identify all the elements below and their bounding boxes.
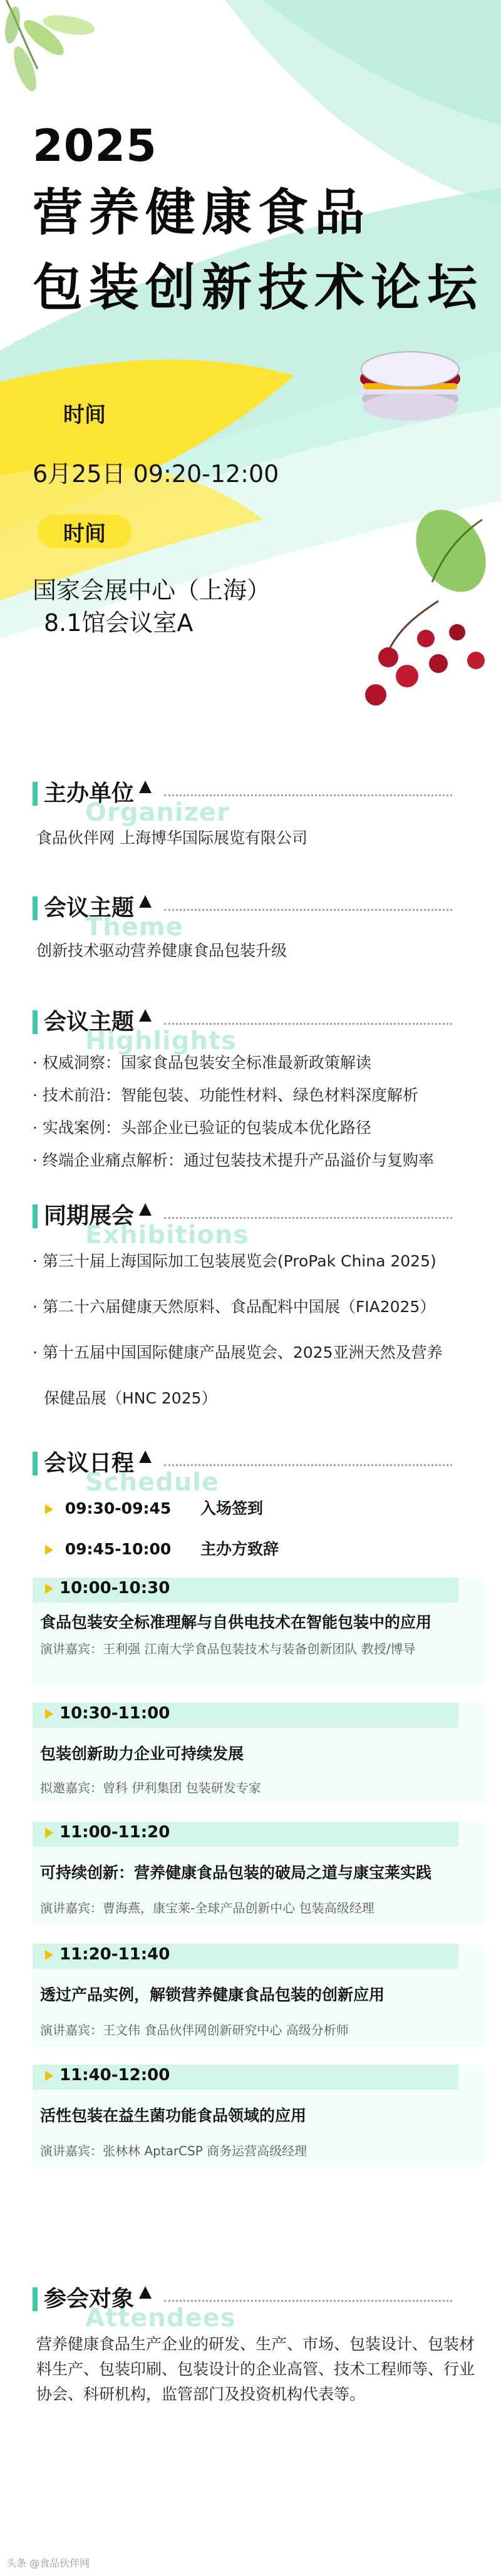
session-time: 11:40-12:00 — [45, 2066, 170, 2085]
schedule-label: 主办方致辞 — [200, 1540, 279, 1558]
section-header-theme — [33, 888, 483, 942]
organizer-content: 食品伙伴网 上海博华国际展览有限公司 — [36, 829, 307, 847]
watermark: 头条 @食品伙伴网 — [6, 2557, 90, 2569]
dotted-divider — [164, 2300, 452, 2302]
dotted-divider — [164, 909, 452, 911]
section-en-title: Highlights — [85, 1027, 237, 1055]
section-marker — [33, 1010, 38, 1034]
triangle-icon — [139, 1450, 152, 1463]
theme-content: 创新技术驱动营养健康食品包装升级 — [36, 942, 287, 960]
triangle-bullet-icon — [45, 2071, 53, 2081]
section-header-schedule — [33, 1443, 483, 1497]
section-title: 会议日程 — [44, 1450, 135, 1476]
section-en-title: Organizer — [85, 798, 230, 827]
highlight-item: · 技术前沿：智能包装、功能性材料、绿色材料深度解析 — [33, 1086, 418, 1104]
time-value: 6月25日 09:20-12:00 — [33, 460, 279, 488]
exhibition-item-cont: 保健品展（HNC 2025） — [44, 1389, 217, 1407]
session-title: 活性包装在益生菌功能食品领域的应用 — [40, 2106, 307, 2125]
macaron-icon — [360, 352, 460, 421]
schedule-simple-row — [45, 1496, 263, 1521]
highlight-item: · 实战案例：头部企业已验证的包装成本优化路径 — [33, 1119, 371, 1137]
section-header-organizer — [33, 773, 483, 827]
session-title: 可持续创新：营养健康食品包装的破局之道与康宝莱实践 — [40, 1864, 432, 1882]
place-line2: 8.1馆会议室A — [44, 609, 194, 637]
dotted-divider — [164, 1217, 452, 1219]
session-card — [33, 1944, 483, 2047]
triangle-icon — [139, 781, 152, 793]
highlight-item: · 终端企业痛点解析：通过包装技术提升产品溢价与复购率 — [33, 1151, 434, 1169]
section-header-highlights — [33, 1002, 483, 1055]
session-time: 11:00-11:20 — [45, 1823, 170, 1842]
section-title: 同期展会 — [44, 1203, 135, 1229]
dotted-divider — [164, 794, 452, 796]
triangle-bullet-icon — [45, 1828, 53, 1838]
leaf-branch-icon — [3, 0, 96, 94]
session-card — [33, 1578, 483, 1687]
place-label-pill: 时间 — [38, 515, 132, 548]
section-title: 主办单位 — [44, 781, 135, 806]
triangle-bullet-icon — [45, 1545, 53, 1555]
section-en-title: Theme — [85, 913, 183, 942]
section-en-title: Exhibitions — [85, 1221, 249, 1250]
triangle-bullet-icon — [45, 1584, 53, 1594]
triangle-bullet-icon — [45, 1709, 53, 1719]
hero-title-line2: 包装创新技术论坛 — [33, 259, 483, 317]
triangle-icon — [139, 2286, 152, 2299]
triangle-icon — [139, 1203, 152, 1216]
triangle-bullet-icon — [45, 1950, 53, 1960]
section-marker — [33, 782, 38, 806]
time-label-pill: 时间 — [38, 396, 132, 429]
session-speaker: 演讲嘉宾：张林林 AptarCSP 商务运营高级经理 — [40, 2143, 307, 2158]
schedule-time: 09:45-10:00 — [65, 1540, 172, 1558]
section-title: 会议主题 — [44, 895, 135, 921]
session-speaker: 演讲嘉宾：王文伟 食品伙伴网创新研究中心 高级分析师 — [40, 2023, 349, 2038]
hero-year: 2025 — [33, 120, 157, 172]
dotted-divider — [164, 1023, 452, 1025]
session-title: 包装创新助力企业可持续发展 — [40, 1745, 244, 1763]
session-card — [33, 1822, 483, 1925]
triangle-bullet-icon — [45, 1504, 53, 1514]
hero-title-line1: 营养健康食品 — [33, 183, 371, 242]
section-marker — [33, 1452, 38, 1475]
section-marker — [33, 896, 38, 920]
session-time: 11:20-11:40 — [45, 1945, 170, 1964]
place-line1: 国家会展中心（上海） — [33, 577, 271, 604]
session-speaker: 演讲嘉宾：王利强 江南大学食品包装技术与装备创新团队 教授/博导 — [40, 1641, 416, 1656]
exhibition-item: · 第十五届中国国际健康产品展览会、2025亚洲天然及营养 — [33, 1343, 443, 1362]
session-title: 透过产品实例，解锁营养健康食品包装的创新应用 — [40, 1986, 385, 2004]
dotted-divider — [164, 1464, 452, 1466]
attendees-content: 营养健康食品生产企业的研发、生产、市场、包装设计、包装材料生产、包装印刷、包装设计的企业高管、技术工程师等、行业协会、科研机构，监管部门及投资机构代表等。 — [36, 2335, 475, 2403]
section-header-exhibitions — [33, 1196, 483, 1250]
exhibition-item: · 第三十届上海国际加工包装展览会(ProPak China 2025) — [33, 1252, 436, 1270]
section-en-title: Schedule — [85, 1468, 220, 1497]
session-speaker: 拟邀嘉宾：曾科 伊利集团 包装研发专家 — [40, 1780, 261, 1795]
section-header-attendees — [33, 2279, 483, 2332]
exhibition-item: · 第二十六届健康天然原料、食品配料中国展（FIA2025） — [33, 1298, 436, 1316]
schedule-time: 09:30-09:45 — [65, 1499, 172, 1517]
session-card — [33, 2065, 483, 2168]
session-card — [33, 1703, 483, 1803]
session-speaker: 演讲嘉宾：曹海燕，康宝莱-全球产品创新中心 包装高级经理 — [40, 1901, 374, 1916]
section-marker — [33, 2287, 38, 2311]
session-time: 10:00-10:30 — [45, 1579, 170, 1598]
session-title: 食品包装安全标准理解与自供电技术在智能包装中的应用 — [40, 1613, 432, 1631]
session-time: 10:30-11:00 — [45, 1704, 170, 1723]
schedule-simple-row — [45, 1537, 279, 1562]
triangle-icon — [139, 895, 152, 908]
section-en-title: Attendees — [85, 2304, 236, 2332]
section-title: 会议主题 — [44, 1009, 135, 1035]
triangle-icon — [139, 1009, 152, 1022]
section-marker — [33, 1204, 38, 1228]
schedule-label: 入场签到 — [200, 1499, 263, 1517]
red-currant-icon — [365, 497, 500, 706]
section-title: 参会对象 — [44, 2286, 135, 2312]
highlight-item: · 权威洞察：国家食品包装安全标准最新政策解读 — [33, 1054, 371, 1072]
